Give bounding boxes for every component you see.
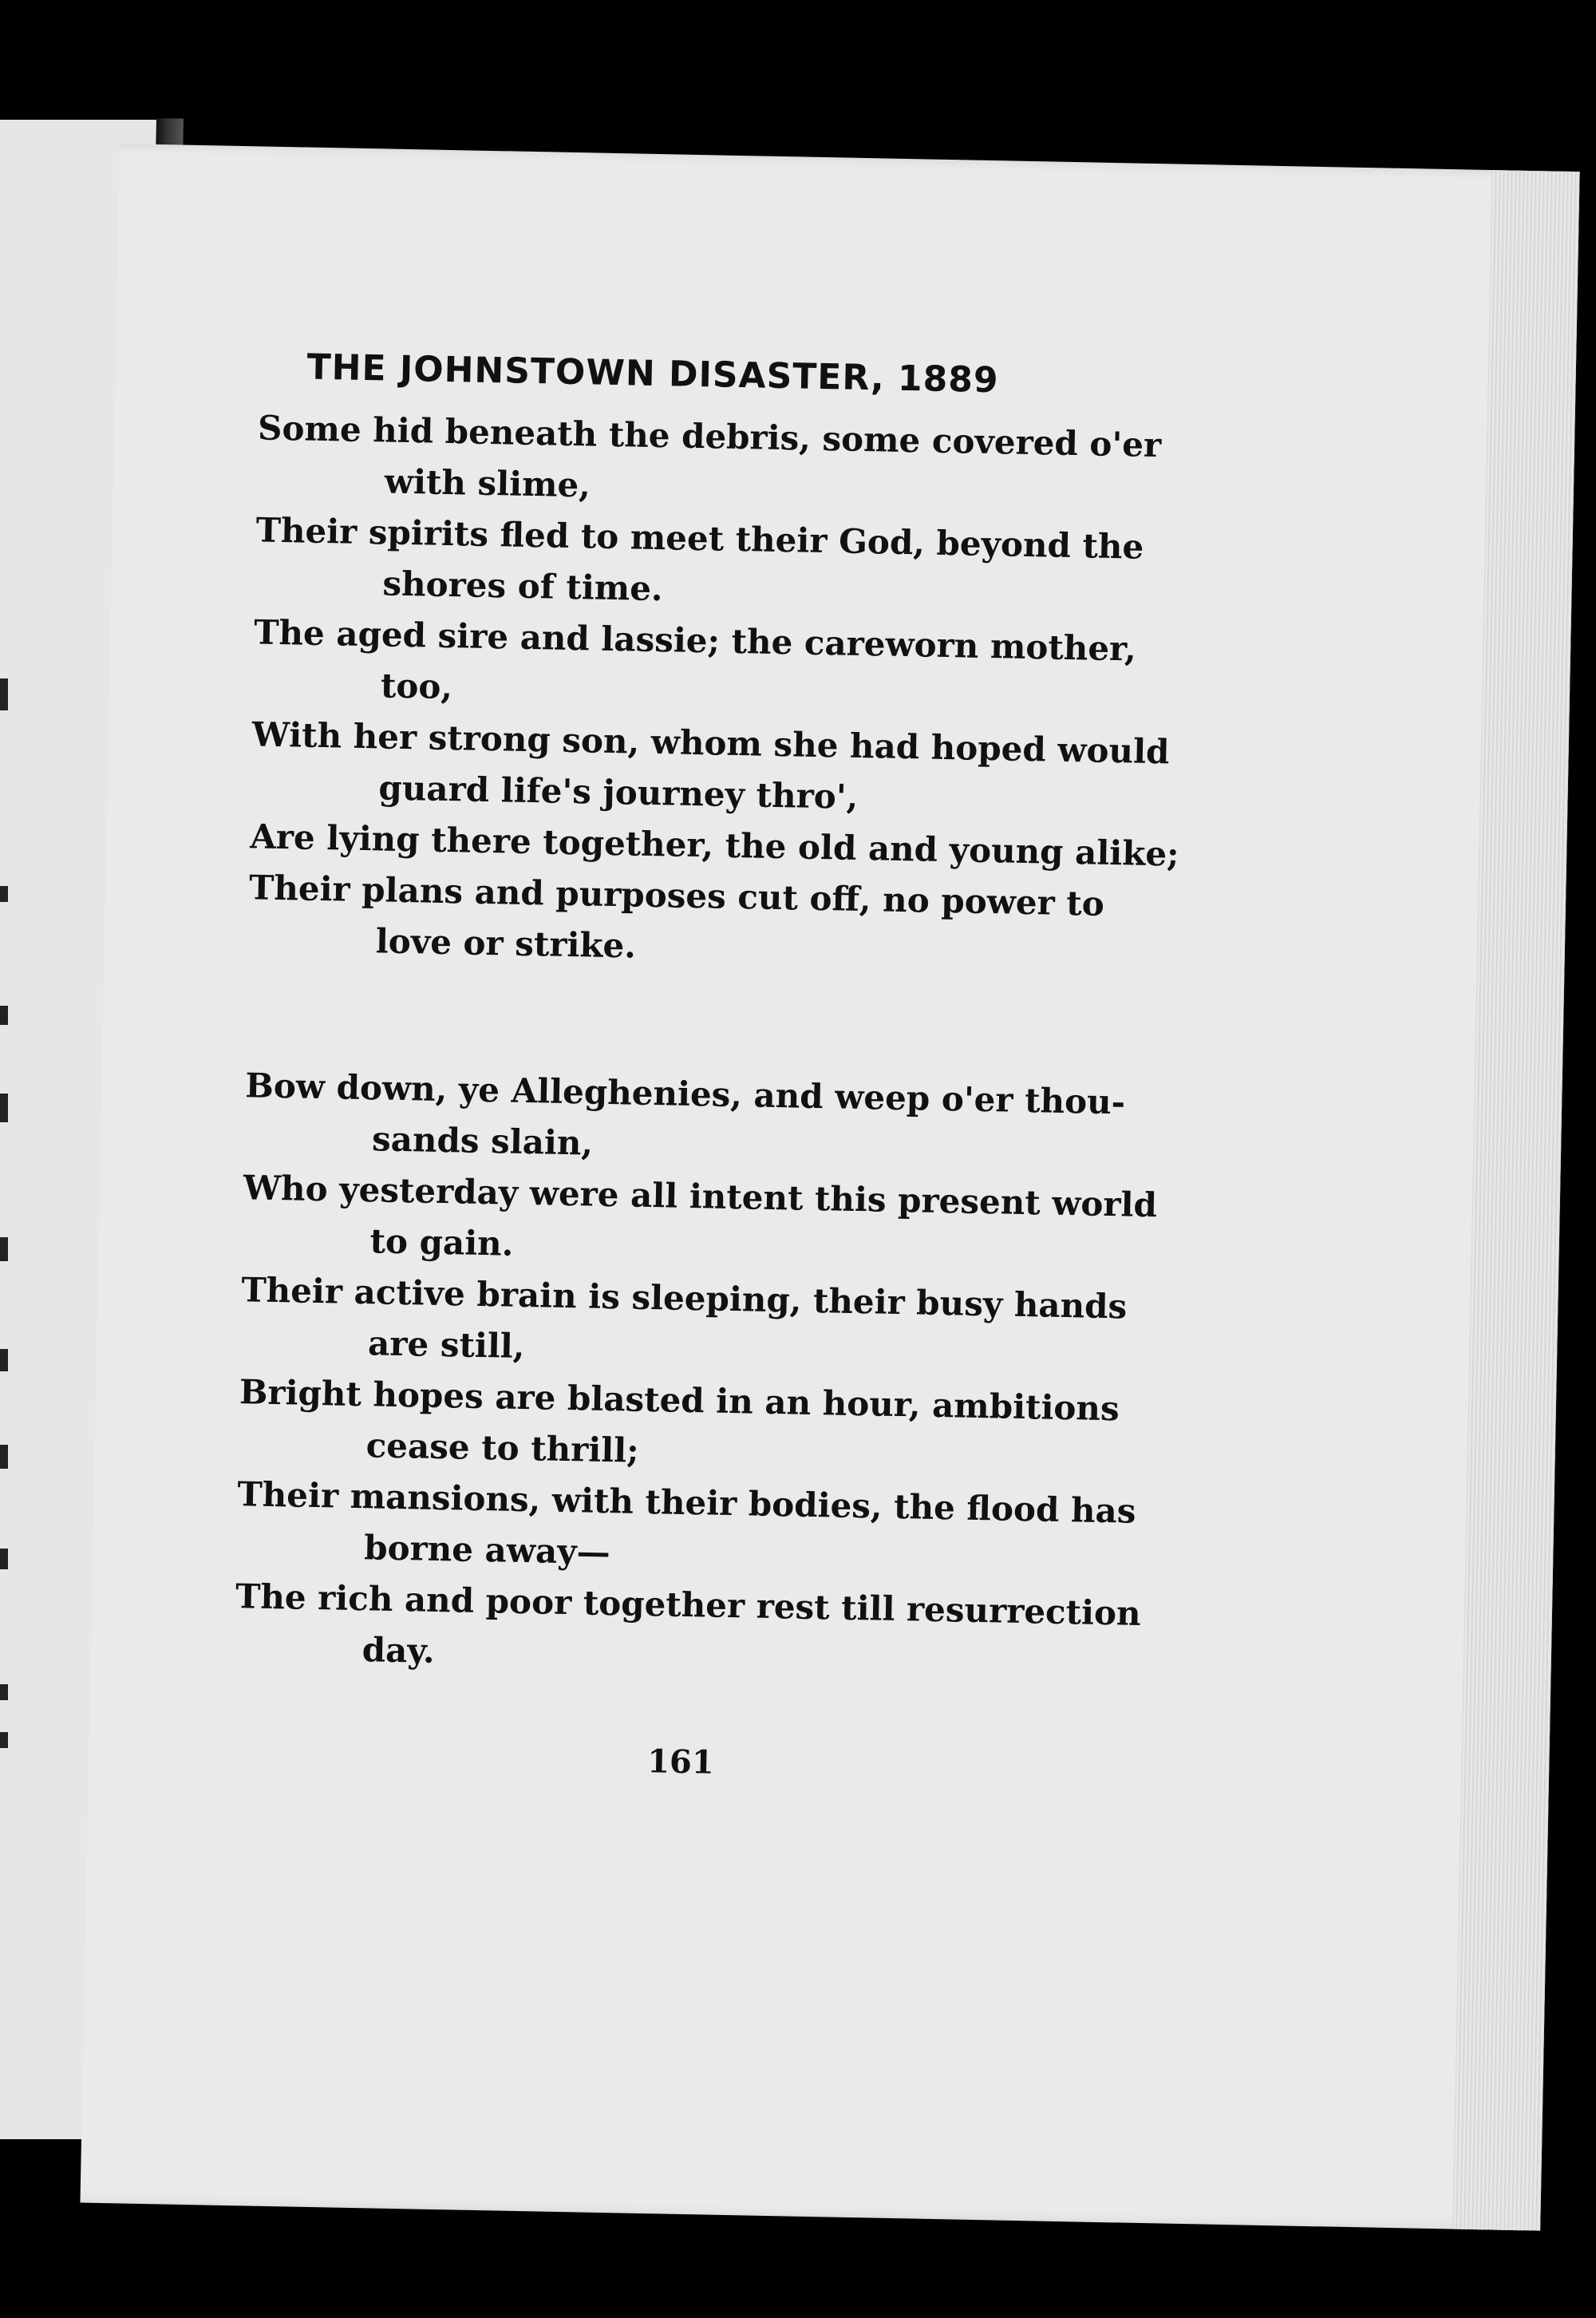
verse-line [238,1367,1197,1487]
left-page-mark [0,1349,8,1371]
verse-line [240,1264,1199,1385]
verse-line [256,402,1215,523]
verse-line [234,1571,1193,1691]
verse-line-continuation: borne away— [363,1528,611,1572]
left-page-mark [0,1445,8,1469]
page-number: 161 [646,1742,715,1782]
left-page-mark [0,1549,8,1569]
verse-line [242,1162,1201,1283]
left-page-mark [0,886,8,902]
book-page [80,144,1579,2231]
verse-line-text: The aged sire and lassie; the careworn mother, [253,612,1137,669]
left-page-mark [0,1732,8,1748]
left-page-mark [0,1006,8,1025]
verse-line-continuation: are still, [367,1323,525,1367]
stanza [247,402,1215,983]
verse-line-text: The rich and poor together rest till resurrection [235,1576,1141,1633]
verse-line-text: Some hid beneath the debris, some covered o'er [257,408,1162,465]
verse-line-continuation: too, [380,666,453,707]
page-title: THE JOHNSTOWN DISASTER, 1889 [306,346,1000,401]
verse-line-continuation: day. [361,1630,436,1671]
verse-line [247,862,1207,983]
verse-line-text: Who yesterday were all intent this present world [243,1168,1158,1225]
verse-line-text: Bright hopes are blasted in an hour, ambitions [239,1372,1120,1429]
stanza [234,1060,1203,1691]
verse-line-continuation: love or strike. [375,921,637,966]
verse-line-continuation: with slime, [384,461,591,505]
verse-line [252,607,1211,727]
left-page-mark [0,1237,8,1261]
verse-line-text: Their active brain is sleeping, their busy hands [240,1270,1128,1327]
verse-line-text: With her strong son, whom she had hoped would [251,714,1170,772]
verse-line-continuation: shores of time. [382,564,664,609]
page-edge [1452,170,1580,2231]
verse-line-continuation: guard life's journey thro', [378,768,859,817]
verse-line-text: Bow down, ye Alleghenies, and weep o'er thou- [244,1066,1126,1122]
verse-line [251,709,1210,829]
verse-line-continuation: sands slain, [371,1119,594,1163]
poem [234,346,1217,1691]
verse-line-continuation: to gain. [369,1221,514,1264]
verse-line [236,1469,1195,1589]
left-page-mark [0,1684,8,1700]
verse-line-text: Their mansions, with their bodies, the flood has [237,1474,1136,1531]
verse-line-text: Their plans and purposes cut off, no power to [248,868,1105,924]
verse-line [255,504,1214,625]
left-page-mark [0,1094,8,1122]
left-page-mark [0,678,8,710]
verse-line-continuation: cease to thrill; [365,1426,640,1470]
verse-line-text: Are lying there together, the old and young alike; [249,817,1180,874]
verse-line [244,1060,1203,1181]
verse-line-text: Their spirits fled to meet their God, beyond the [255,510,1144,567]
